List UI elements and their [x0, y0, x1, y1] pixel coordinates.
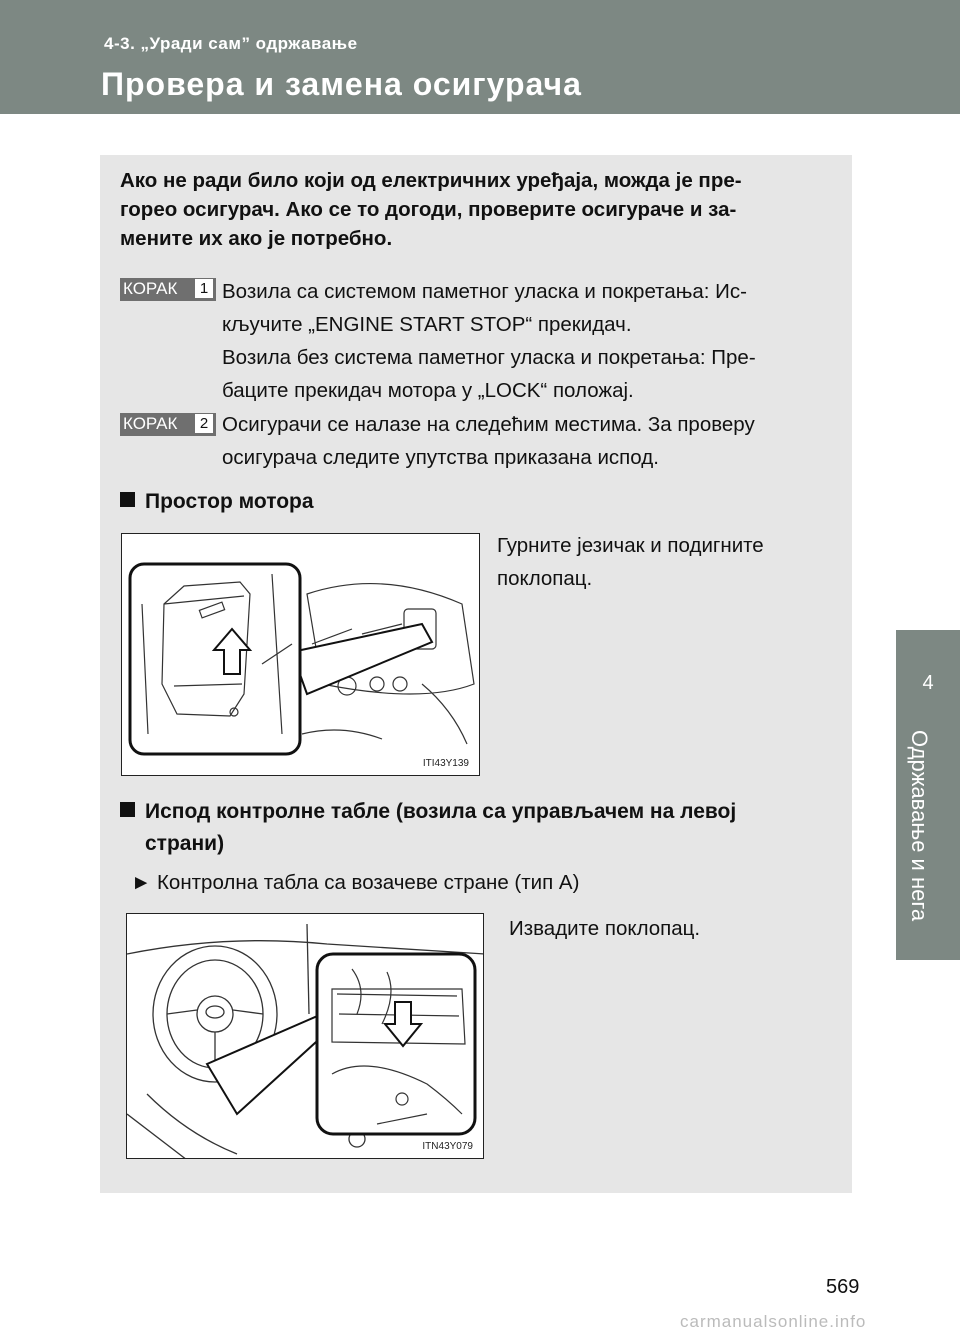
step-number: 1 [195, 279, 213, 298]
step-label: КОРАК [123, 414, 178, 433]
figure-code: ITN43Y079 [422, 1141, 473, 1152]
bullet-square-icon [120, 492, 135, 507]
step-line: Возила без система паметног уласка и покретања: Пре- [222, 346, 756, 369]
step-1-text-b [222, 341, 832, 407]
step-line: кључите „ENGINE START STOP“ прекидач. [222, 313, 632, 336]
page-number: 569 [826, 1276, 860, 1298]
section-heading-dashboard [120, 796, 736, 860]
bullet-square-icon [120, 802, 135, 817]
intro-text [120, 166, 828, 253]
engine-note [497, 529, 764, 595]
engine-compartment-figure [121, 533, 480, 776]
dashboard-illustration [127, 914, 484, 1159]
step-1-badge [120, 278, 216, 301]
intro-line: Ако не ради било који од електричних уређаја, можда је пре- [120, 169, 742, 192]
figure-code: ITI43Y139 [422, 758, 469, 769]
dashboard-note: Извадите поклопац. [509, 917, 701, 940]
step-line: баците прекидач мотора у „LOCK“ положај. [222, 379, 634, 402]
step-line: осигурача следите упутства приказана испод. [222, 446, 659, 469]
section-heading-text: Испод контролне табле (возила са управљачем на левој [145, 800, 737, 823]
section-heading-text: Простор мотора [145, 490, 314, 513]
note-line: поклопац. [497, 567, 593, 590]
step-label: КОРАК [123, 279, 178, 298]
page-title: Провера и замена осигурача [101, 66, 582, 102]
engine-illustration [122, 534, 480, 776]
dashboard-figure [126, 913, 484, 1159]
section-heading-engine [120, 486, 314, 518]
intro-line: мените их ако је потребно. [120, 227, 393, 250]
step-2-badge [120, 413, 216, 436]
page-header [0, 0, 960, 114]
watermark: carmanualsonline.info [680, 1312, 867, 1331]
chapter-tab [896, 630, 960, 960]
step-line: Возила са системом паметног уласка и покретања: Ис- [222, 280, 747, 303]
chapter-title: Одржавање и нега [907, 730, 932, 922]
step-line: Осигурачи се налазе на следећим местима. За проверу [222, 413, 755, 436]
intro-line: горео осигурач. Ако се то догоди, проверите осигураче и за- [120, 198, 737, 221]
step-number: 2 [195, 414, 213, 433]
section-heading-text: страни) [145, 832, 225, 855]
section-label: 4-3. „Уради сам” одржавање [104, 34, 358, 53]
chapter-number: 4 [922, 672, 934, 694]
step-1-text-a [222, 275, 832, 341]
note-line: Гурните језичак и подигните [497, 534, 764, 557]
step-2-text [222, 408, 832, 474]
dashboard-subitem: ► Контролна табла са возачеве стране (тип А) [131, 871, 580, 894]
